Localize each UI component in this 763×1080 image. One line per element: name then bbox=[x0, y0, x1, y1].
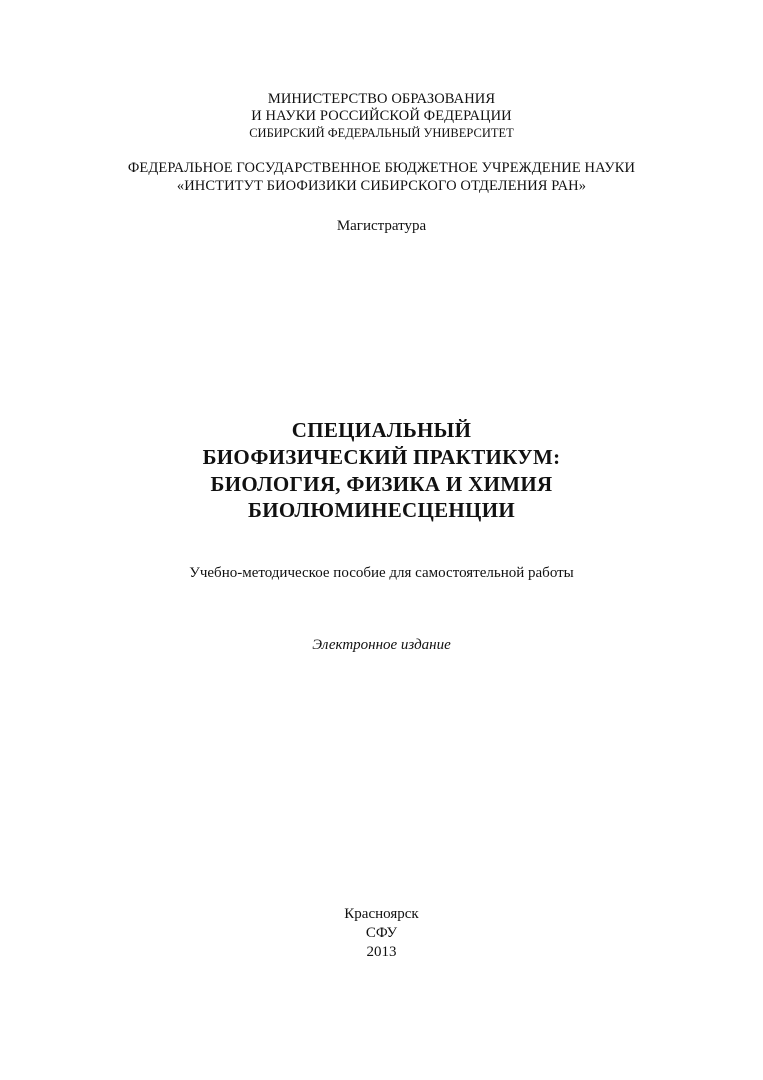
imprint-city: Красноярск bbox=[344, 906, 419, 922]
institution-line-2: «ИНСТИТУТ БИОФИЗИКИ СИБИРСКОГО ОТДЕЛЕНИЯ РАН» bbox=[176, 178, 587, 194]
imprint-year: 2013 bbox=[366, 944, 397, 960]
title-line-2: БИОФИЗИЧЕСКИЙ ПРАКТИКУМ: bbox=[202, 445, 561, 469]
imprint-publisher: СФУ bbox=[365, 925, 398, 941]
title-line-4: БИОЛЮМИНЕСЦЕНЦИИ bbox=[248, 498, 515, 522]
ministry-line-1: МИНИСТЕРСТВО ОБРАЗОВАНИЯ bbox=[267, 91, 496, 107]
ministry-line-2: И НАУКИ РОССИЙСКОЙ ФЕДЕРАЦИИ bbox=[251, 108, 512, 124]
program-label: Магистратура bbox=[336, 218, 427, 234]
edition-label: Электронное издание bbox=[312, 637, 451, 653]
subtitle: Учебно-методическое пособие для самостоятельной работы bbox=[189, 565, 574, 581]
title-line-3: БИОЛОГИЯ, ФИЗИКА И ХИМИЯ bbox=[210, 472, 553, 496]
university-name: СИБИРСКИЙ ФЕДЕРАЛЬНЫЙ УНИВЕРСИТЕТ bbox=[249, 126, 514, 140]
title-line-1: СПЕЦИАЛЬНЫЙ bbox=[291, 418, 472, 442]
institution-line-1: ФЕДЕРАЛЬНОЕ ГОСУДАРСТВЕННОЕ БЮДЖЕТНОЕ УЧРЕЖДЕНИЕ НАУКИ bbox=[127, 160, 636, 176]
